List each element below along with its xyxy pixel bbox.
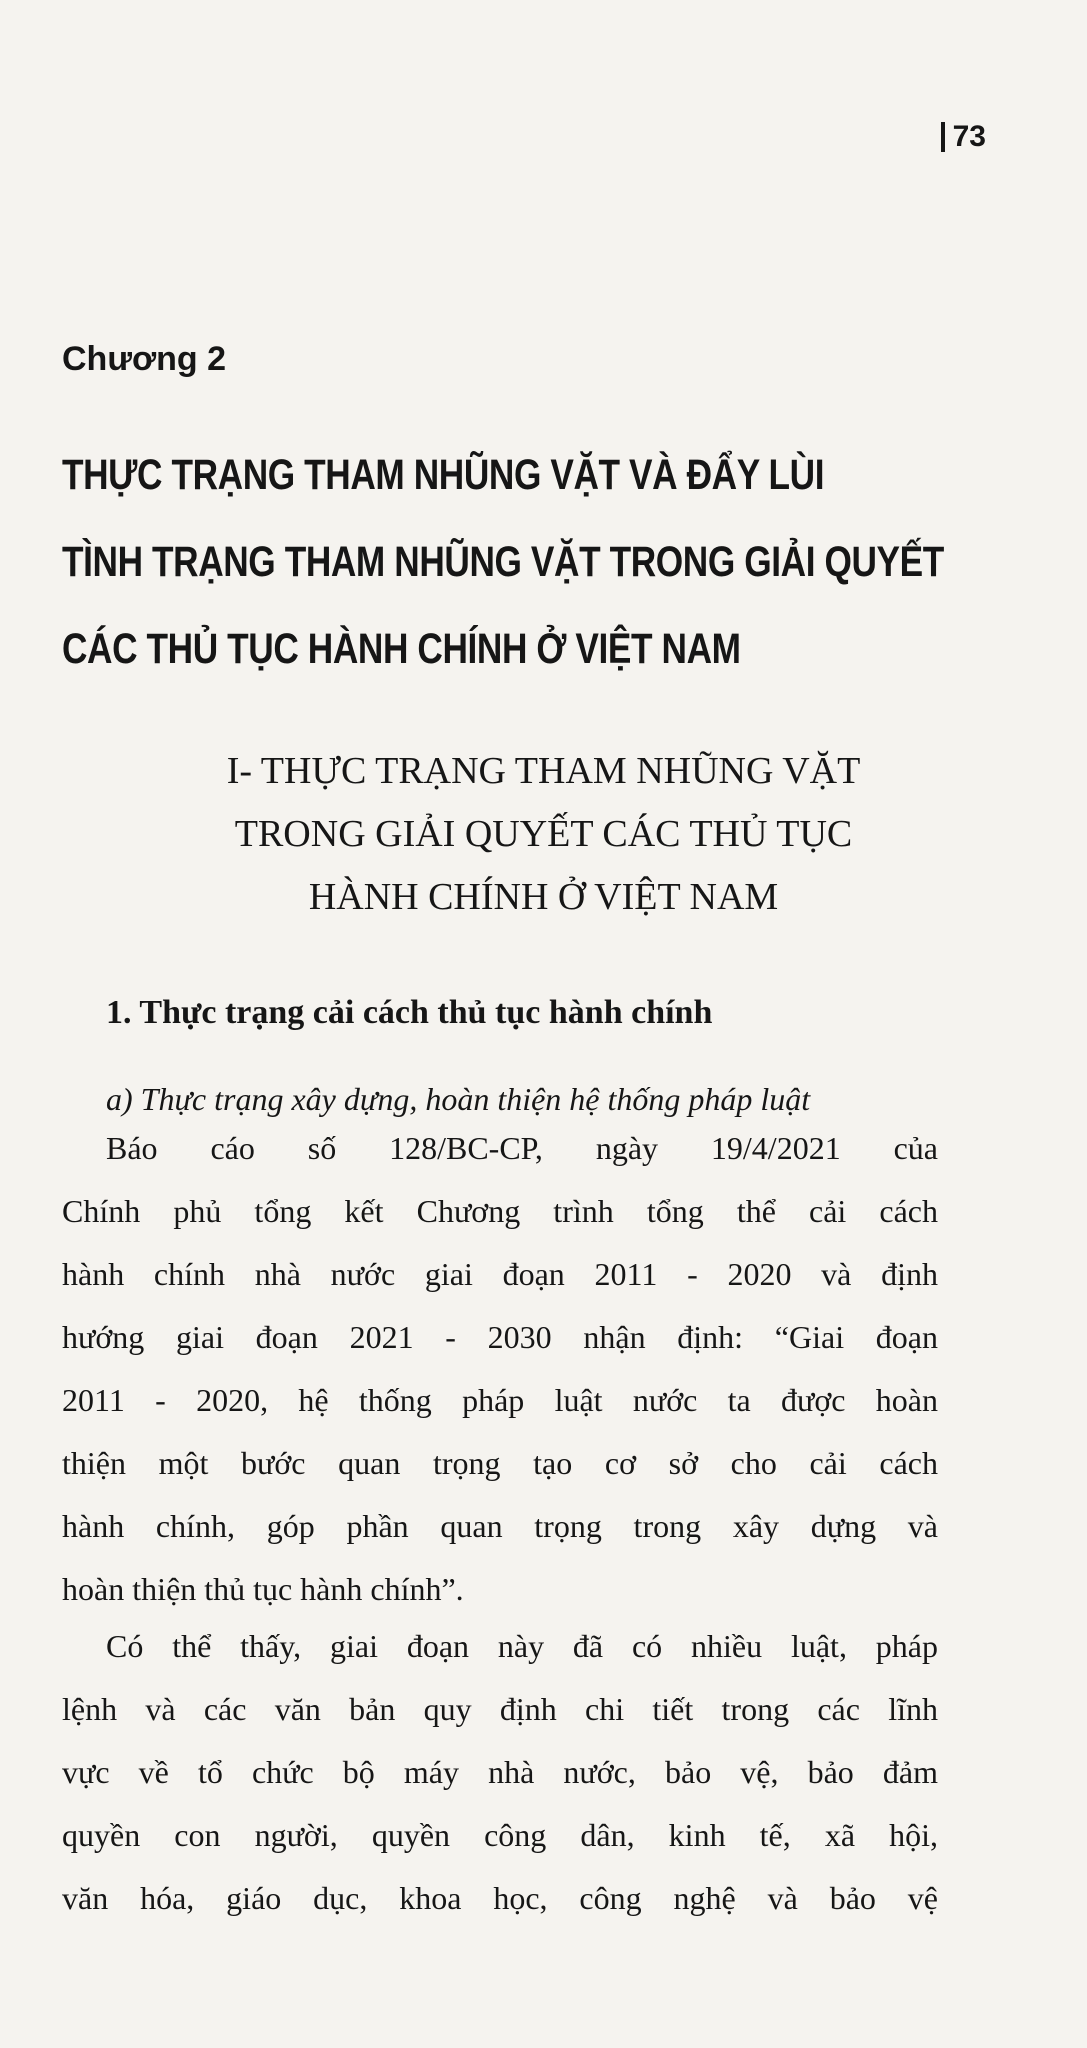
paragraph-line: thiện một bước quan trọng tạo cơ sở cho cải cách bbox=[62, 1445, 938, 1481]
paragraph-line: hành chính nhà nước giai đoạn 2011 - 2020 và định bbox=[62, 1256, 938, 1292]
subsubsection-heading: a) Thực trạng xây dựng, hoàn thiện hệ thống pháp luật bbox=[106, 1081, 811, 1117]
section-title-line: HÀNH CHÍNH Ở VIỆT NAM bbox=[308, 876, 779, 918]
body-paragraph bbox=[62, 1117, 938, 1621]
section-title-line: TRONG GIẢI QUYẾT CÁC THỦ TỤC bbox=[234, 813, 853, 855]
chapter-title-line: TÌNH TRẠNG THAM NHŨNG VẶT TRONG GIẢI QUYẾT bbox=[62, 538, 944, 586]
paragraph-line: 2011 - 2020, hệ thống pháp luật nước ta được hoàn bbox=[62, 1382, 938, 1418]
chapter-title-line: THỰC TRẠNG THAM NHŨNG VẶT VÀ ĐẨY LÙI bbox=[62, 451, 825, 499]
paragraph-line: hướng giai đoạn 2021 - 2030 nhận định: “Giai đoạn bbox=[62, 1319, 938, 1355]
section-title-line: I- THỰC TRẠNG THAM NHŨNG VẶT bbox=[226, 750, 861, 792]
subsection-heading: 1. Thực trạng cải cách thủ tục hành chính bbox=[106, 994, 713, 1031]
paragraph-line: Báo cáo số 128/BC-CP, ngày 19/4/2021 của bbox=[106, 1130, 938, 1166]
paragraph-line: lệnh và các văn bản quy định chi tiết trong các lĩnh bbox=[62, 1691, 938, 1727]
chapter-title-line: CÁC THỦ TỤC HÀNH CHÍNH Ở VIỆT NAM bbox=[62, 625, 741, 673]
page-number: 73 bbox=[941, 122, 986, 152]
paragraph-line: Có thể thấy, giai đoạn này đã có nhiều luật, pháp bbox=[106, 1628, 938, 1664]
paragraph-line: văn hóa, giáo dục, khoa học, công nghệ và bảo vệ bbox=[62, 1880, 938, 1916]
paragraph-line: quyền con người, quyền công dân, kinh tế, xã hội, bbox=[62, 1817, 938, 1853]
paragraph-line: Chính phủ tổng kết Chương trình tổng thể cải cách bbox=[62, 1193, 938, 1229]
chapter-title bbox=[62, 432, 944, 693]
chapter-label: Chương 2 bbox=[62, 340, 227, 378]
paragraph-line: vực về tổ chức bộ máy nhà nước, bảo vệ, bảo đảm bbox=[62, 1754, 938, 1790]
paragraph-line: hoàn thiện thủ tục hành chính”. bbox=[62, 1571, 464, 1607]
section-title bbox=[0, 740, 1087, 929]
paragraph-line: hành chính, góp phần quan trọng trong xây dựng và bbox=[62, 1508, 938, 1544]
body-paragraph bbox=[62, 1615, 938, 1930]
